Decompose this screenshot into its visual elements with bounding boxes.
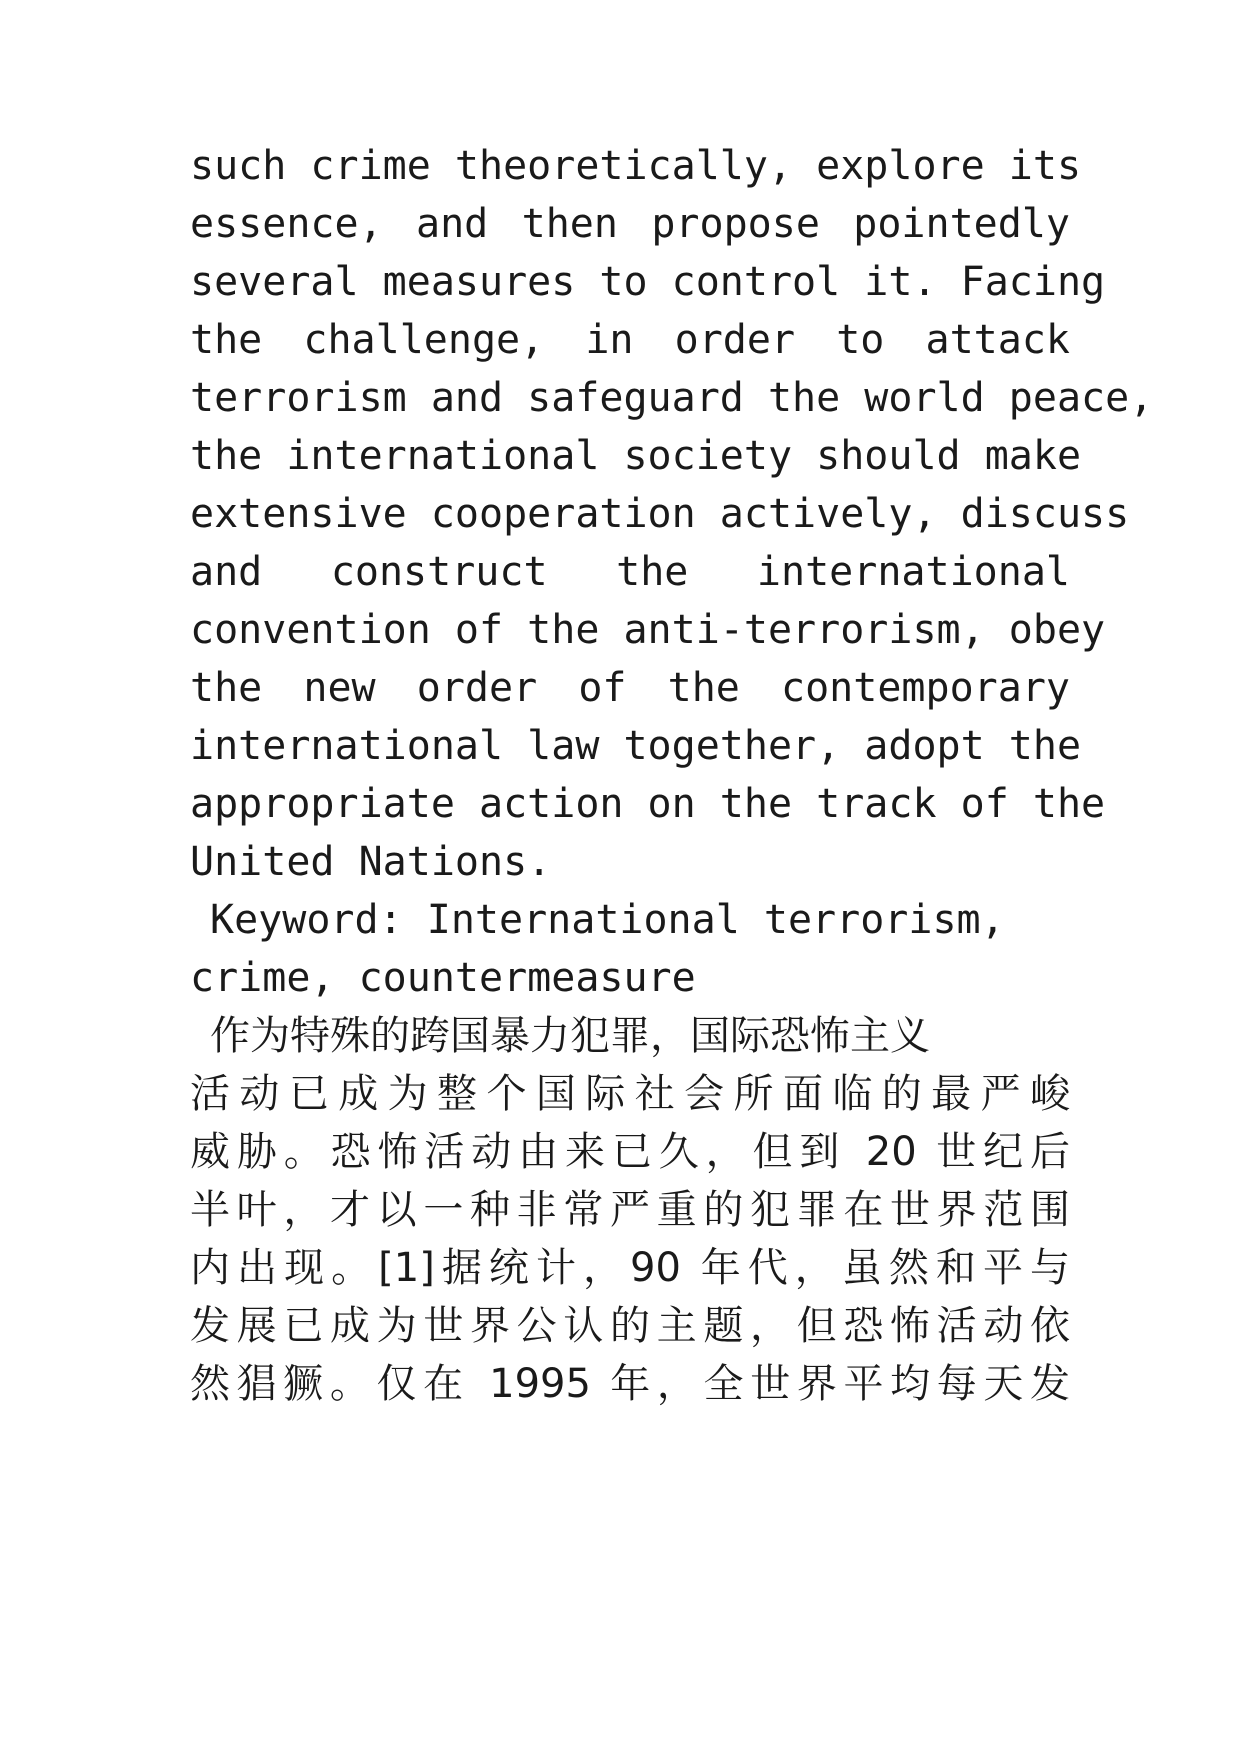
abstract-line: essence, and then propose pointedly — [190, 201, 1070, 247]
body-line: 威胁。恐怖活动由来已久，但到 20 世纪后 — [190, 1129, 1070, 1175]
body-line: 作为特殊的跨国暴力犯罪，国际恐怖主义 — [210, 1013, 930, 1059]
abstract-line: terrorism and safeguard the world peace, — [190, 375, 1154, 421]
abstract-line: international law together, adopt the — [190, 723, 1082, 769]
keyword-line: Keyword: International terrorism, — [210, 897, 1005, 943]
body-line: 半叶，才以一种非常严重的犯罪在世界范围 — [190, 1187, 1070, 1233]
abstract-line: the new order of the contemporary — [190, 665, 1070, 711]
abstract-line: extensive cooperation actively, discuss — [190, 491, 1130, 537]
abstract-line: appropriate action on the track of the — [190, 781, 1106, 827]
keyword-line: crime, countermeasure — [190, 955, 696, 1001]
body-line: 然猖獗。仅在 1995 年，全世界平均每天发 — [190, 1361, 1070, 1407]
abstract-line: the international society should make — [190, 433, 1082, 479]
abstract-line: several measures to control it. Facing — [190, 259, 1106, 305]
body-line: 内出现。[1]据统计，90 年代，虽然和平与 — [190, 1245, 1070, 1291]
body-line: 活动已成为整个国际社会所面临的最严峻 — [190, 1071, 1070, 1117]
body-line: 发展已成为世界公认的主题，但恐怖活动依 — [190, 1303, 1070, 1349]
abstract-line: and construct the international — [190, 549, 1070, 595]
abstract-line: convention of the anti-terrorism, obey — [190, 607, 1106, 653]
abstract-line: such crime theoretically, explore its — [190, 143, 1082, 189]
abstract-line: United Nations. — [190, 839, 552, 885]
abstract-line: the challenge, in order to attack — [190, 317, 1070, 363]
